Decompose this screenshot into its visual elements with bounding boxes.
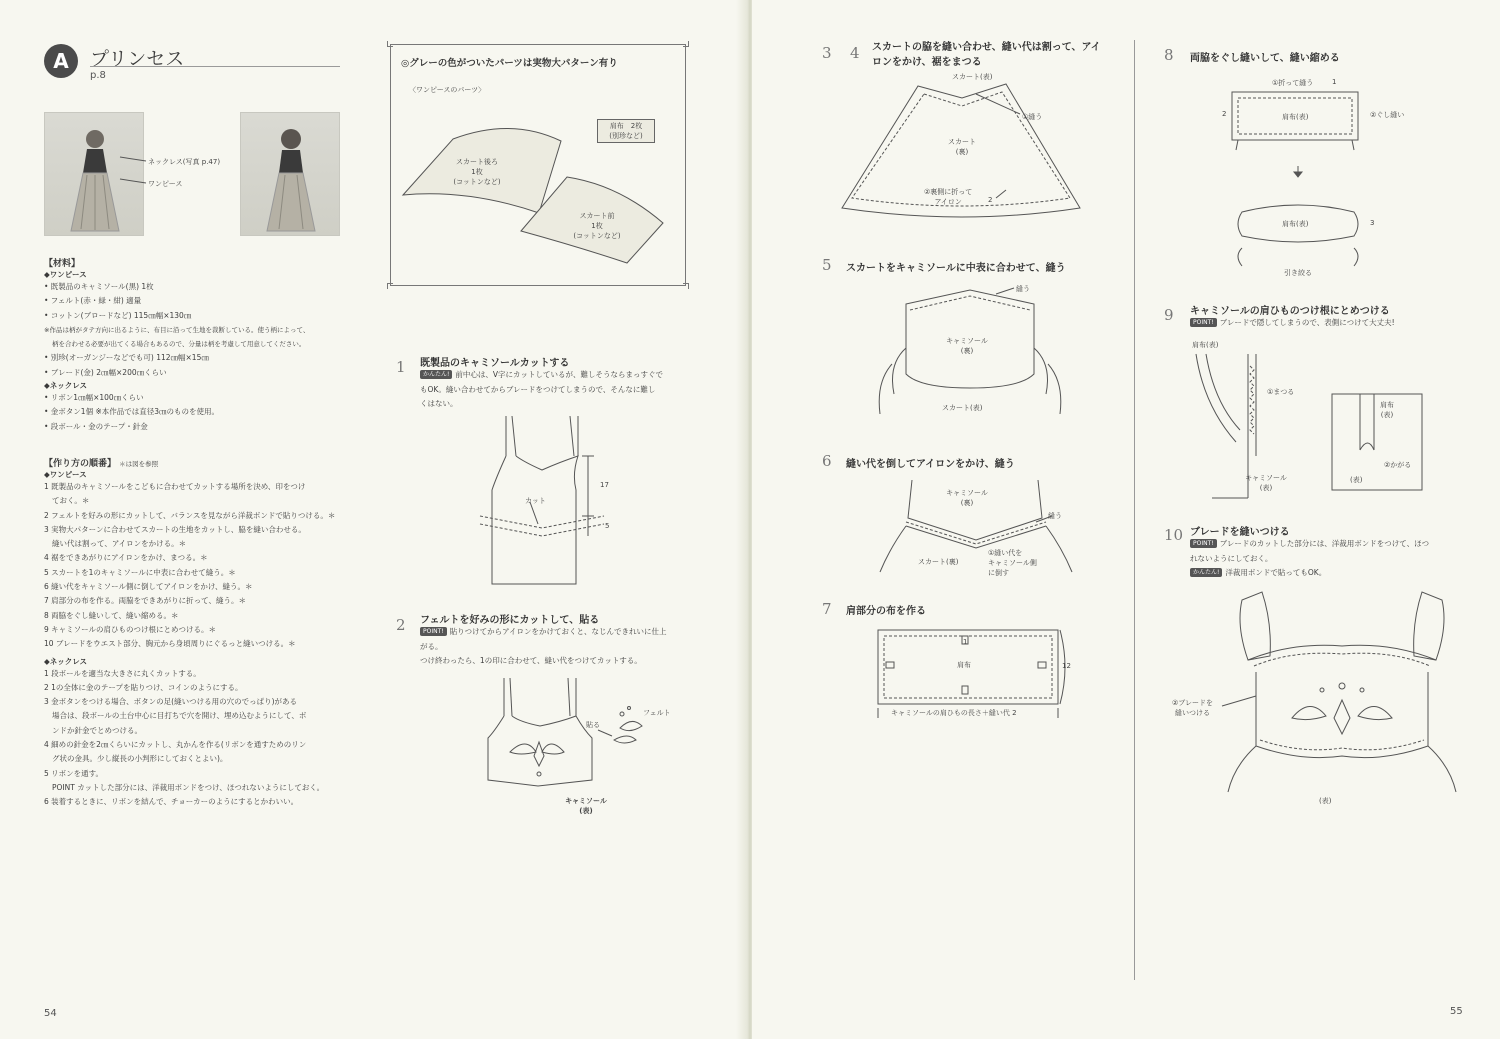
camisole-label-text: キャミソール: [565, 797, 607, 805]
materials-group-name: ◆ネックレス: [44, 381, 88, 391]
step-line: 1 既製品のキャミソールをこどもに合わせてカットする場所を決め、印をつけ: [44, 482, 306, 491]
shoulder-cloth-label: 肩布: [957, 661, 971, 669]
materials-heading: 【材料】: [44, 259, 81, 269]
steps-section: [44, 450, 364, 810]
step9-cami-label: [1236, 473, 1296, 493]
step1-desc-line: もOK。縫い合わせてからブレードをつけてしまうので、そんなに難し: [420, 384, 656, 394]
step9-title: キャミソールの肩ひものつけ根にとめつける: [1190, 306, 1390, 317]
right-page: [752, 0, 1500, 1039]
step6-cami-side: (裏): [960, 499, 974, 507]
step6-note-line: ①縫い代を: [988, 549, 1023, 557]
step-line: 4 裾をできあがりにアイロンをかけ、まつる。＊: [44, 553, 208, 563]
length-dimension: キャミソールの肩ひもの長さ＋縫い代 2: [891, 709, 1017, 717]
step-line: 2 フェルトを好みの形にカットして、バランスを見ながら洋裁ボンドで貼りつける。＊: [44, 510, 336, 520]
skirt-back-piece: [447, 157, 507, 187]
point-badge: POINT!: [1190, 318, 1217, 327]
skirt-inner-text: スカート: [948, 138, 976, 146]
step-line: 8 両脇をぐし縫いして、縫い縮める。＊: [44, 610, 179, 620]
materials-item: • 段ボール・金のテープ・針金: [44, 421, 148, 431]
skirt-top-label: スカート(表): [952, 73, 993, 81]
step6-note-line: キャミソール側: [988, 559, 1037, 567]
step1-number: 1: [396, 358, 406, 376]
step9-cami-text: キャミソール: [1245, 474, 1287, 482]
page-title: プリンセス: [90, 48, 185, 70]
sew-label: ①縫う: [1022, 113, 1043, 121]
step-line: 縫い代は割って、アイロンをかける。＊: [52, 539, 187, 549]
materials-note: 柄を合わせる必要が出てくる場合もあるので、分量は柄を考慮して用意してください。: [52, 340, 306, 349]
stitch-label: ①まつる: [1267, 388, 1295, 396]
step6-skirt-label: スカート(裏): [918, 558, 959, 566]
skirt-inner-side: (裏): [955, 148, 969, 156]
step1-title: 既製品のキャミソールカットする: [420, 358, 570, 369]
label-dress: ワンピース: [148, 180, 183, 188]
step2-desc: [420, 625, 700, 669]
dimension-2: 2: [1222, 110, 1227, 118]
shoulder-cloth-label-8: 肩布(表): [1282, 113, 1309, 121]
materials-group-name: ◆ワンピース: [44, 270, 87, 279]
materials-item: • ブレード(金) 2㎝幅×200㎝くらい: [44, 367, 167, 377]
skirt-front-label: スカート前: [579, 212, 615, 220]
step7-number: 7: [822, 600, 832, 618]
step-line: 3 実物大パターンに合わせてスカートの生地をカットし、脇を縫い合わせる。: [44, 524, 306, 534]
step-line: ておく。＊: [52, 496, 90, 506]
step8-title: 両脇をぐし縫いして、縫い縮める: [1190, 53, 1340, 64]
step-line: 10 ブレードをウエスト部分、胸元から身頃周りにぐるっと縫いつける。＊: [44, 639, 296, 649]
skirt-front-piece: [567, 211, 627, 241]
materials-item: • リボン1㎝幅×100㎝くらい: [44, 393, 144, 403]
pattern-subtitle: 〈ワンピースのパーツ〉: [409, 86, 486, 94]
step-line: 場合は、段ボールの土台中心に目打ちで穴を開け、埋め込むようにして、ボ: [52, 711, 307, 721]
materials-item: • 金ボタン1個 ※本作品では直径3㎝のものを使用。: [44, 407, 220, 417]
materials-item: • 既製品のキャミソール(黒) 1枚: [44, 282, 154, 291]
step5-cami-text: キャミソール: [946, 337, 988, 345]
title-rule: [90, 66, 340, 67]
pattern-box: [390, 44, 686, 286]
cut-label: カット: [525, 497, 546, 505]
step2-desc-line: つけ終わったら、1の印に合わせて、縫い代をつけてカットする。: [420, 656, 642, 665]
dimension-17: 17: [600, 481, 609, 489]
blade-label-line: 縫いつける: [1175, 709, 1210, 717]
step34-title: [872, 40, 1101, 70]
dimension-5: 5: [605, 522, 610, 530]
step9-cloth2-side: (表): [1380, 411, 1394, 419]
skirt-back-fabric: (コットンなど): [453, 178, 501, 186]
step2-desc-line: 貼りつけてからアイロンをかけておくと、なじんできれいに仕上: [449, 627, 667, 636]
step9-cami-side: (表): [1259, 484, 1273, 492]
point-badge: POINT!: [1190, 539, 1217, 548]
page-number-left: 54: [44, 1008, 57, 1019]
step9-omote-label: (表): [1350, 476, 1363, 484]
point-badge: POINT!: [420, 627, 447, 636]
dimension-12: 12: [1062, 662, 1071, 670]
blade-label: [1172, 698, 1213, 718]
step-line: ンドか針金でとめつける。: [52, 725, 142, 735]
dimension-3: 3: [1370, 219, 1375, 227]
skirt-back-label: スカート後ろ: [456, 158, 498, 166]
step5-skirt-label: スカート(表): [942, 404, 983, 412]
step6-title: 縫い代を倒してアイロンをかけ、縫う: [846, 459, 1015, 470]
shoulder-cloth-gathered-label: 肩布(表): [1282, 220, 1309, 228]
materials-section: [44, 250, 374, 434]
section-badge: A: [44, 44, 78, 78]
blade-label-line: ②ブレードを: [1172, 699, 1213, 707]
step34-title-line: スカートの脇を縫い合わせ、縫い代は割って、アイ: [872, 42, 1101, 53]
step5-cami-label: [937, 336, 997, 356]
step-line: 5 リボンを通す。: [44, 768, 104, 778]
materials-note: ※作品は柄がタテ方向に出るように、布目に沿って生地を裁断している。使う柄によって、: [44, 325, 310, 334]
step-line: 6 装着するときに、リボンを結んで、チョーカーのようにするとかわいい。: [44, 797, 299, 807]
dimension-1: 1: [1332, 78, 1337, 86]
steps-heading-text: 【作り方の順番】: [44, 459, 117, 469]
step-line: 1 段ボールを適当な大きさに丸くカットする。: [44, 668, 201, 678]
step-line: グ状の金具。少し縦長の小判形にしておくとよい)。: [52, 754, 228, 764]
skirt-pattern-pieces: [391, 45, 687, 287]
step-line: 3 金ボタンをつける場合、ボタンの足(縫いつける用の穴のでっぱり)がある: [44, 697, 298, 707]
step10-desc-line: れないようにしておく。: [1190, 553, 1273, 563]
step9-number: 9: [1164, 306, 1174, 324]
fold-label: [924, 187, 972, 207]
step-line: 6 縫い代をキャミソール側に倒してアイロンをかけ、縫う。＊: [44, 582, 253, 592]
materials-item: • フェルト(赤・緑・紺) 適量: [44, 296, 142, 306]
materials-item: • コットン(ブロードなど) 115㎝幅×130㎝: [44, 310, 192, 320]
skirt-inner-label: [932, 137, 992, 157]
skirt-back-count: 1枚: [471, 168, 483, 176]
hem-dimension: 2: [988, 196, 993, 204]
step2-number: 2: [396, 616, 406, 634]
step8-number: 8: [1164, 46, 1174, 64]
step1-desc-line: 前中心は、V字にカットしているが、難しそうならまっすぐで: [455, 370, 663, 379]
shoulder-piece-label: 肩布 2枚: [609, 122, 643, 130]
step6-sew-label: 縫う: [1048, 512, 1062, 520]
photo-back: [240, 112, 340, 236]
steps-group-name: ◆ワンピース: [44, 470, 87, 479]
pull-label: 引き絞る: [1284, 269, 1312, 277]
step2-desc-line: がる。: [420, 641, 443, 651]
felt-label: フェルト: [643, 709, 671, 717]
step-line: 9 キャミソールの肩ひものつけ根にとめつける。＊: [44, 624, 217, 634]
paste-label: 貼る: [586, 721, 600, 729]
steps-note: ＊は図を参照: [119, 460, 159, 468]
step-line: POINT カットした部分には、洋裁用ボンドをつけ、ほつれないようにしておく。: [52, 782, 325, 792]
step5-title: スカートをキャミソールに中表に合わせて、縫う: [846, 263, 1066, 274]
step10-number: 10: [1164, 526, 1184, 544]
step2-title: フェルトを好みの形にカットして、貼る: [420, 615, 600, 626]
step6-cami-label: [937, 488, 997, 508]
step6-note-line: に倒す: [988, 569, 1009, 577]
kantan-badge: かんたん!: [420, 370, 452, 379]
shoulder-piece-note: (別珍など): [609, 132, 643, 140]
page-number-right: 55: [1450, 1006, 1463, 1017]
camisole-label-side: (表): [579, 807, 593, 815]
fold-sew-label: ①折って縫う: [1272, 79, 1314, 87]
fold-label-line: アイロン: [934, 198, 962, 206]
step10-omote-label: (表): [1319, 797, 1332, 805]
hook-label: ②かがる: [1384, 461, 1412, 469]
materials-item: • 別珍(オーガンジーなどでも可) 112㎝幅×15㎝: [44, 353, 209, 363]
camisole-cut-diagram: [470, 414, 630, 590]
kantan-badge: かんたん!: [1190, 568, 1222, 577]
step5-cami-side: (裏): [960, 347, 974, 355]
label-necklace: ネックレス(写真 p.47): [148, 158, 221, 166]
column-divider: [1134, 40, 1135, 980]
step-line: 2 1の全体に金のテープを貼りつけ、コインのようにする。: [44, 682, 243, 692]
step6-note: [988, 548, 1037, 578]
attach-strap-diagram: [1184, 346, 1434, 502]
step10-title: ブレードを縫いつける: [1190, 527, 1290, 538]
step1-desc: [420, 368, 700, 412]
step3-number: 3: [822, 44, 832, 62]
step7-title: 肩部分の布を作る: [846, 606, 926, 617]
step6-number: 6: [822, 452, 832, 470]
left-page: [0, 0, 748, 1039]
step9-desc-text: ブレードで隠してしまうので、表側につけて大丈夫!: [1219, 318, 1395, 327]
steps-group-name: ◆ネックレス: [44, 656, 88, 666]
step-line: 4 細めの針金を2㎝くらいにカットし、丸かんを作る(リボンを通すためのリン: [44, 740, 307, 750]
dimension-1-top: 1: [963, 638, 968, 646]
blade-sewing-diagram: [1222, 586, 1472, 796]
step9-desc: [1190, 316, 1395, 331]
skirt-front-count: 1枚: [591, 222, 603, 230]
gather-stitch-label: ②ぐし縫い: [1370, 111, 1405, 119]
step4-number: 4: [850, 44, 860, 62]
step6-cami-text: キャミソール: [946, 489, 988, 497]
skirt-front-fabric: (コットンなど): [573, 232, 621, 240]
step34-title-line: ロンをかけ、裾をまつる: [872, 57, 982, 68]
step9-cloth2-text: 肩布: [1380, 401, 1394, 409]
fold-label-line: ②裏側に折って: [924, 188, 973, 196]
step10-desc: [1190, 537, 1480, 581]
step1-desc-line: くはない。: [420, 399, 458, 408]
step10-desc-line: ブレードのカットした部分には、洋裁用ボンドをつけて、ほつ: [1219, 539, 1430, 548]
page-reference: p.8: [90, 70, 106, 81]
step9-cloth2-label: [1380, 400, 1394, 420]
felt-applique-diagram: [480, 676, 680, 806]
step10-desc-line2: 洋裁用ボンドで貼ってもOK。: [1225, 568, 1327, 577]
camisole-label: [556, 796, 616, 816]
step5-number: 5: [822, 256, 832, 274]
step-line: 5 スカートを1のキャミソールに中表に合わせて縫う。＊: [44, 567, 236, 577]
girl-back-figure: [241, 113, 341, 237]
step5-sew-label: 縫う: [1016, 285, 1030, 293]
steps-heading: [44, 456, 364, 469]
step-line: 7 肩部分の布を作る。両脇をできあがりに折って、縫う。＊: [44, 596, 247, 606]
pattern-title: ◎グレーの色がついたパーツは実物大パターン有り: [401, 58, 618, 69]
step9-cloth-label: 肩布(表): [1192, 341, 1219, 349]
